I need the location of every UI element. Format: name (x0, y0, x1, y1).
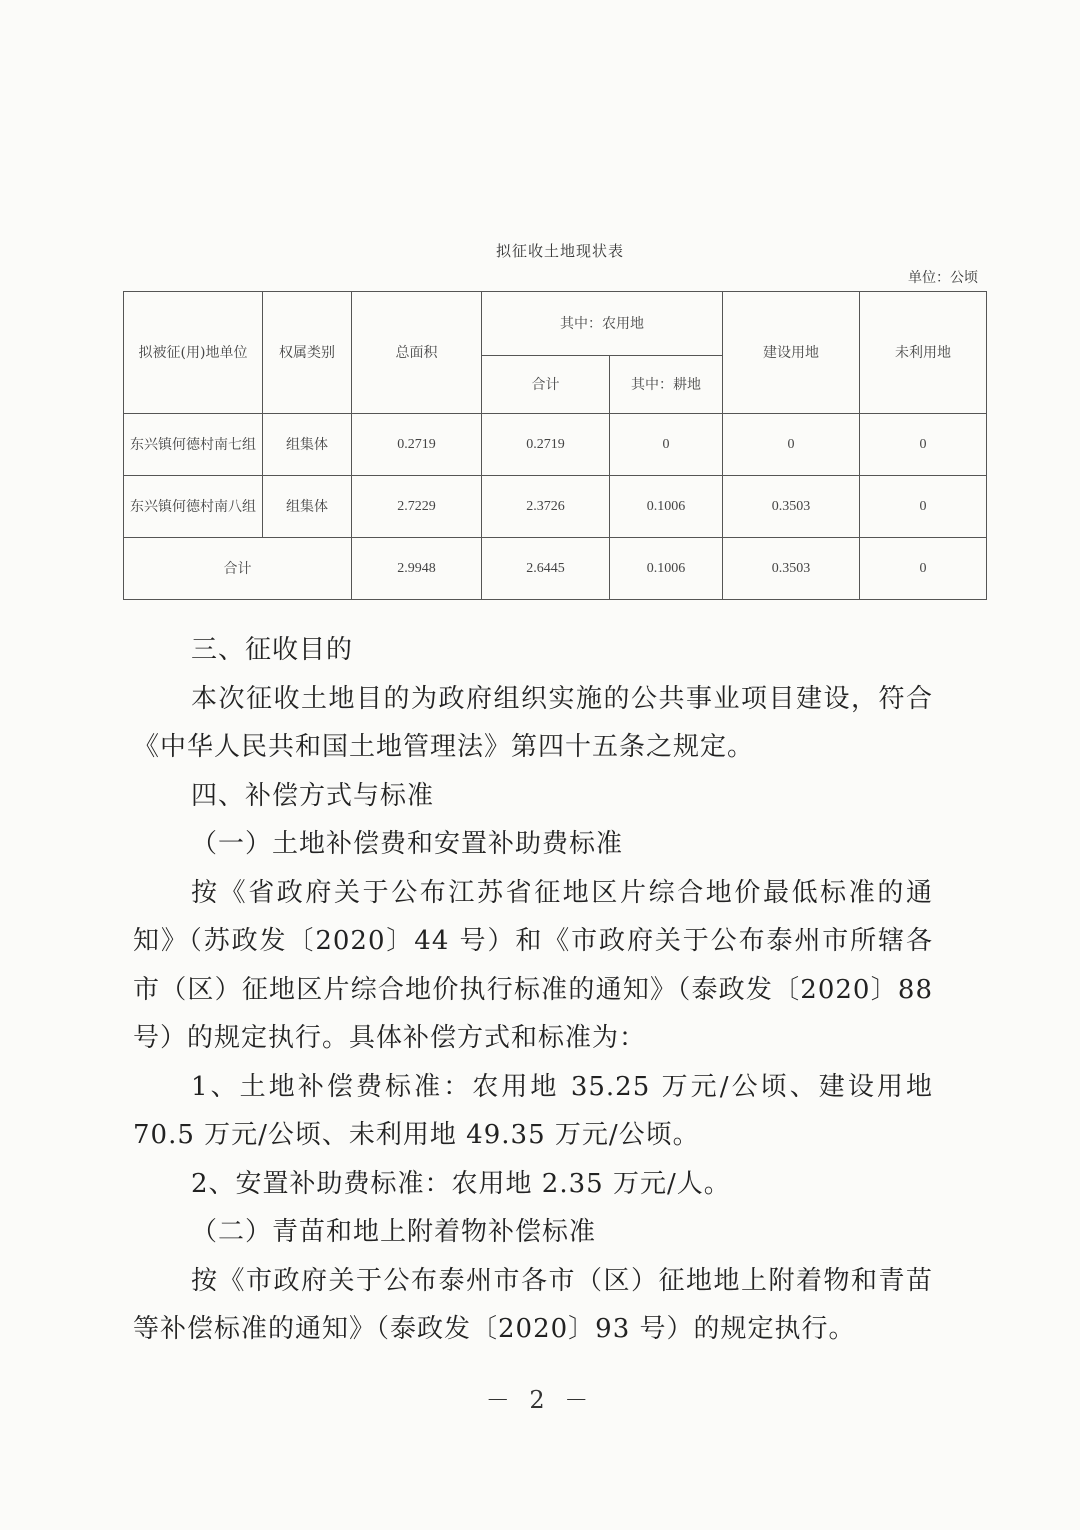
cell-sum-agri-total: 2.6445 (482, 538, 610, 600)
header-arable: 其中：耕地 (610, 356, 723, 414)
cell-total: 2.7229 (352, 476, 482, 538)
table-title: 拟征收土地现状表 (495, 242, 624, 260)
cell-ownership: 组集体 (263, 476, 352, 538)
cell-sum-arable: 0.1006 (610, 538, 723, 600)
item1-paragraph: 1、土地补偿费标准：农用地 35.25 万元/公顷、建设用地 70.5 万元/公顷、未利用地 49.35 万元/公顷。 (133, 1071, 933, 1150)
cell-construction: 0 (723, 414, 860, 476)
header-construction: 建设用地 (723, 292, 860, 414)
unit-label: 单位：公顷 (908, 270, 978, 286)
land-status-table (123, 291, 987, 600)
document-body (133, 626, 933, 1354)
cell-arable: 0.1006 (610, 476, 723, 538)
cell-agri-total: 0.2719 (482, 414, 610, 476)
cell-unused: 0 (860, 476, 987, 538)
cell-agri-total: 2.3726 (482, 476, 610, 538)
cell-sum-construction: 0.3503 (723, 538, 860, 600)
cell-ownership: 组集体 (263, 414, 352, 476)
header-unused: 未利用地 (860, 292, 987, 414)
section3-paragraph: 本次征收土地目的为政府组织实施的公共事业项目建设，符合《中华人民共和国土地管理法》第四十五条之规定。 (133, 683, 933, 762)
header-ownership: 权属类别 (263, 292, 352, 414)
subsection2-paragraph: 按《市政府关于公布泰州市各市（区）征地地上附着物和青苗等补偿标准的通知》（泰政发〔2020〕93 号）的规定执行。 (133, 1265, 933, 1344)
table-sum-row (124, 538, 987, 600)
subsection1-paragraph: 按《省政府关于公布江苏省征地区片综合地价最低标准的通知》（苏政发〔2020〕44 号）和《市政府关于公布泰州市所辖各市（区）征地区片综合地价执行标准的通知》（泰政发〔2020〕88 号）的规定执行。具体补偿方式和标准为： (133, 877, 933, 1053)
cell-sum-label: 合计 (124, 538, 352, 600)
cell-construction: 0.3503 (723, 476, 860, 538)
cell-unit: 东兴镇何德村南七组 (124, 414, 263, 476)
item2-paragraph: 2、安置补助费标准：农用地 2.35 万元/人。 (191, 1168, 731, 1199)
table-row (124, 476, 987, 538)
header-total-area: 总面积 (352, 292, 482, 414)
table-header-row (124, 292, 987, 356)
table-row (124, 414, 987, 476)
subsection1-heading: （一）土地补偿费和安置补助费标准 (191, 829, 624, 859)
section3-heading: 三、征收目的 (191, 635, 354, 665)
cell-sum-unused: 0 (860, 538, 987, 600)
page-number: － 2 － (485, 1386, 595, 1414)
section4-heading: 四、补偿方式与标准 (191, 780, 435, 811)
cell-total: 0.2719 (352, 414, 482, 476)
cell-unit: 东兴镇何德村南八组 (124, 476, 263, 538)
cell-unused: 0 (860, 414, 987, 476)
header-unit: 拟被征(用)地单位 (124, 292, 263, 414)
cell-sum-total: 2.9948 (352, 538, 482, 600)
subsection2-heading: （二）青苗和地上附着物补偿标准 (191, 1217, 597, 1247)
header-agri-group: 其中：农用地 (482, 292, 723, 356)
header-agri-subtotal: 合计 (482, 356, 610, 414)
cell-arable: 0 (610, 414, 723, 476)
